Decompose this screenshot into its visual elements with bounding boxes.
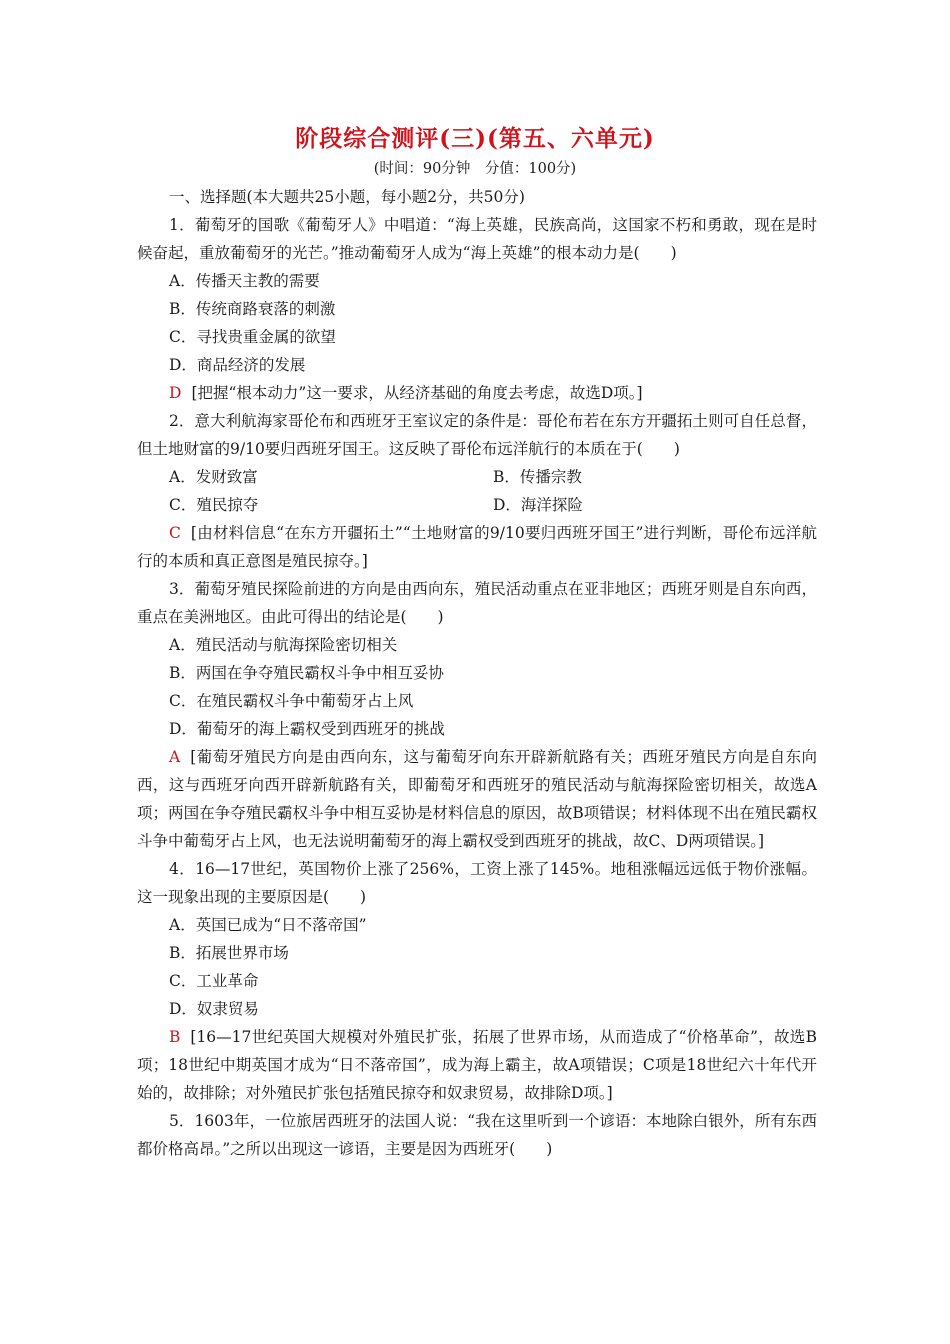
option: B．拓展世界市场 [169, 944, 289, 962]
option: B．两国在争夺殖民霸权斗争中相互妥协 [169, 664, 444, 682]
question-stem: 4．16—17世纪，英国物价上涨了256%，工资上涨了145%。地租涨幅远远低于物价涨幅。这一现象出现的主要原因是( ) [137, 860, 817, 906]
answer-letter: B [169, 1028, 181, 1046]
answer-block [137, 743, 817, 855]
option-row [137, 463, 817, 491]
answer-explanation: [由材料信息“在东方开疆拓土”“土地财富的9/10要归西班牙国王”进行判断，哥伦布远洋航行的本质和真正意图是殖民掠夺。] [137, 524, 817, 570]
option: D．葡萄牙的海上霸权受到西班牙的挑战 [169, 720, 445, 738]
question-stem: 2．意大利航海家哥伦布和西班牙王室议定的条件是：哥伦布若在东方开疆拓土则可自任总督，但土地财富的9/10要归西班牙国王。这反映了哥伦布远洋航行的本质在于( ) [137, 412, 817, 458]
answer-block [137, 1023, 817, 1107]
option: A．发财致富 [169, 468, 258, 486]
option: C．工业革命 [169, 972, 259, 990]
answer-explanation: [16—17世纪英国大规模对外殖民扩张，拓展了世界市场，从而造成了“价格革命”，故选B项；18世纪中期英国才成为“日不落帝国”，成为海上霸主，故A项错误；C项是18世纪六十年代开始的，故排除；对外殖民扩张包括殖民掠夺和奴隶贸易，故排除D项。] [137, 1028, 817, 1102]
option: A．殖民活动与航海探险密切相关 [169, 636, 398, 654]
option: A．英国已成为“日不落帝国” [169, 916, 367, 934]
option: C．寻找贵重金属的欲望 [169, 328, 336, 346]
option: B．传播宗教 [493, 468, 582, 486]
option-row [137, 491, 817, 519]
answer-block [137, 519, 817, 575]
answer-explanation: [葡萄牙殖民方向是由西向东，这与葡萄牙向东开辟新航路有关；西班牙殖民方向是自东向西，这与西班牙向西开辟新航路有关，即葡萄牙和西班牙的殖民活动与航海探险密切相关，故选A项；两国在争夺殖民霸权斗争中相互妥协是材料信息的原因，故B项错误；材料体现不出在殖民霸权斗争中葡萄牙占上风，也无法说明葡萄牙的海上霸权受到西班牙的挑战，故C、D两项错误。] [137, 748, 817, 850]
option: D．奴隶贸易 [169, 1000, 259, 1018]
option: D．海洋探险 [493, 496, 583, 514]
option: C．在殖民霸权斗争中葡萄牙占上风 [169, 692, 414, 710]
option: C．殖民掠夺 [169, 496, 259, 514]
answer-letter: C [169, 524, 181, 542]
answer-block [137, 379, 817, 407]
exam-info: (时间：90分钟 分值：100分) [373, 161, 577, 177]
option: B．传统商路衰落的刺激 [169, 300, 336, 318]
section-heading: 一、选择题(本大题共25小题，每小题2分，共50分) [169, 188, 525, 206]
question-stem: 1．葡萄牙的国歌《葡萄牙人》中唱道：“海上英雄，民族高尚，这国家不朽和勇敢，现在是时候奋起，重放葡萄牙的光芒。”推动葡萄牙人成为“海上英雄”的根本动力是( ) [137, 216, 817, 262]
option: D．商品经济的发展 [169, 356, 306, 374]
document-body [137, 183, 817, 1163]
answer-letter: D [169, 384, 182, 402]
option: A．传播天主教的需要 [169, 272, 320, 290]
question-stem: 3．葡萄牙殖民探险前进的方向是由西向东，殖民活动重点在亚非地区；西班牙则是自东向西，重点在美洲地区。由此可得出的结论是( ) [137, 580, 817, 626]
answer-explanation: [把握“根本动力”这一要求，从经济基础的角度去考虑，故选D项。] [191, 384, 643, 402]
answer-letter: A [169, 748, 181, 766]
question-stem: 5．1603年，一位旅居西班牙的法国人说：“我在这里听到一个谚语：本地除白银外，所有东西都价格高昂。”之所以出现这一谚语，主要是因为西班牙( ) [137, 1112, 817, 1158]
page-title: 阶段综合测评(三)(第五、六单元) [295, 125, 655, 152]
